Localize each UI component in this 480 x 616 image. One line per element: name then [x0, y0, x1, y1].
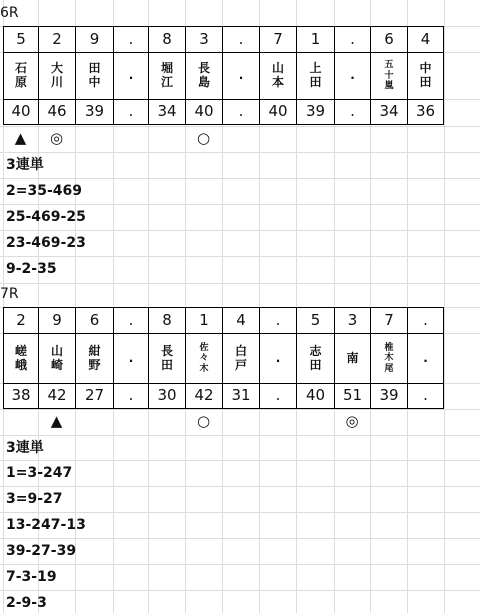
score-cell: .: [113, 383, 148, 409]
rider-name-cell: .: [334, 52, 370, 99]
score-cell: .: [407, 383, 444, 409]
score-cell: .: [222, 99, 259, 125]
score-cell: 51: [334, 383, 370, 409]
post-number-cell: .: [334, 26, 370, 52]
rider-name-cell: 山 本: [259, 52, 296, 99]
post-number-cell: 1: [185, 307, 222, 333]
post-number-cell: 3: [334, 307, 370, 333]
score-cell: 39: [296, 99, 334, 125]
prediction-mark: ▲: [50, 412, 63, 431]
score-cell: 31: [222, 383, 259, 409]
post-number-cell: .: [113, 26, 148, 52]
rider-name-cell: 嵯 峨: [3, 333, 38, 383]
post-number-cell: 8: [148, 26, 185, 52]
bet-line: 23-469-23: [6, 235, 86, 251]
score-cell: 38: [3, 383, 38, 409]
rider-name-cell: .: [407, 333, 444, 383]
rider-name-cell: .: [222, 52, 259, 99]
rider-name-cell: 志 田: [296, 333, 334, 383]
prediction-mark: ▲: [14, 129, 27, 148]
score-cell: .: [334, 99, 370, 125]
post-number-cell: 6: [370, 26, 407, 52]
post-number-cell: .: [113, 307, 148, 333]
post-number-cell: 2: [3, 307, 38, 333]
post-number-cell: 5: [296, 307, 334, 333]
score-cell: .: [259, 383, 296, 409]
bet-line: 2-9-3: [6, 595, 47, 611]
grid-row-line: [0, 283, 480, 284]
post-number-cell: .: [407, 307, 444, 333]
prediction-mark: ◎: [49, 129, 64, 148]
bet-line: 9-2-35: [6, 261, 57, 277]
rider-name-cell: .: [113, 52, 148, 99]
score-cell: 40: [296, 383, 334, 409]
post-number-cell: 9: [75, 26, 113, 52]
bet-line: 13-247-13: [6, 517, 86, 533]
score-cell: 34: [370, 99, 407, 125]
post-number-cell: 4: [407, 26, 444, 52]
rider-name-cell: 山 崎: [38, 333, 75, 383]
prediction-mark: ○: [196, 412, 211, 431]
score-cell: 40: [3, 99, 38, 125]
race-label: 7R: [0, 286, 19, 302]
rider-name-cell: .: [259, 333, 296, 383]
rider-name-cell: 石 原: [3, 52, 38, 99]
bet-line: 39-27-39: [6, 543, 77, 559]
prediction-mark: ◎: [345, 412, 359, 431]
score-cell: 39: [75, 99, 113, 125]
score-cell: 30: [148, 383, 185, 409]
post-number-cell: .: [259, 307, 296, 333]
score-cell: .: [113, 99, 148, 125]
post-number-cell: .: [222, 26, 259, 52]
rider-name-cell: 長 田: [148, 333, 185, 383]
bet-type-label: 3連単: [6, 157, 44, 173]
score-cell: 27: [75, 383, 113, 409]
post-number-cell: 1: [296, 26, 334, 52]
score-cell: 36: [407, 99, 444, 125]
post-number-cell: 9: [38, 307, 75, 333]
bet-line: 1=3-247: [6, 465, 73, 481]
bet-type-label: 3連単: [6, 440, 44, 456]
score-cell: 46: [38, 99, 75, 125]
rider-name-cell: 紺 野: [75, 333, 113, 383]
rider-name-cell: 南: [334, 333, 370, 383]
score-cell: 39: [370, 383, 407, 409]
rider-name-cell: 五 十 嵐: [370, 52, 407, 99]
rider-name-cell: 中 田: [407, 52, 444, 99]
bet-line: 2=35-469: [6, 183, 82, 199]
rider-name-cell: 白 戸: [222, 333, 259, 383]
rider-name-cell: 大 川: [38, 52, 75, 99]
rider-name-cell: 田 中: [75, 52, 113, 99]
rider-name-cell: 椎 木 尾: [370, 333, 407, 383]
score-cell: 42: [185, 383, 222, 409]
post-number-cell: 7: [370, 307, 407, 333]
bet-line: 25-469-25: [6, 209, 86, 225]
bet-line: 3=9-27: [6, 491, 63, 507]
rider-name-cell: 長 島: [185, 52, 222, 99]
rider-name-cell: 佐 々 木: [185, 333, 222, 383]
score-cell: 40: [185, 99, 222, 125]
rider-name-cell: 堀 江: [148, 52, 185, 99]
bet-line: 7-3-19: [6, 569, 57, 585]
prediction-mark: ○: [196, 129, 211, 148]
post-number-cell: 4: [222, 307, 259, 333]
post-number-cell: 2: [38, 26, 75, 52]
race-label: 6R: [0, 5, 19, 21]
post-number-cell: 8: [148, 307, 185, 333]
post-number-cell: 5: [3, 26, 38, 52]
post-number-cell: 7: [259, 26, 296, 52]
score-cell: 42: [38, 383, 75, 409]
rider-name-cell: 上 田: [296, 52, 334, 99]
score-cell: 40: [259, 99, 296, 125]
rider-name-cell: .: [113, 333, 148, 383]
post-number-cell: 3: [185, 26, 222, 52]
score-cell: 34: [148, 99, 185, 125]
post-number-cell: 6: [75, 307, 113, 333]
